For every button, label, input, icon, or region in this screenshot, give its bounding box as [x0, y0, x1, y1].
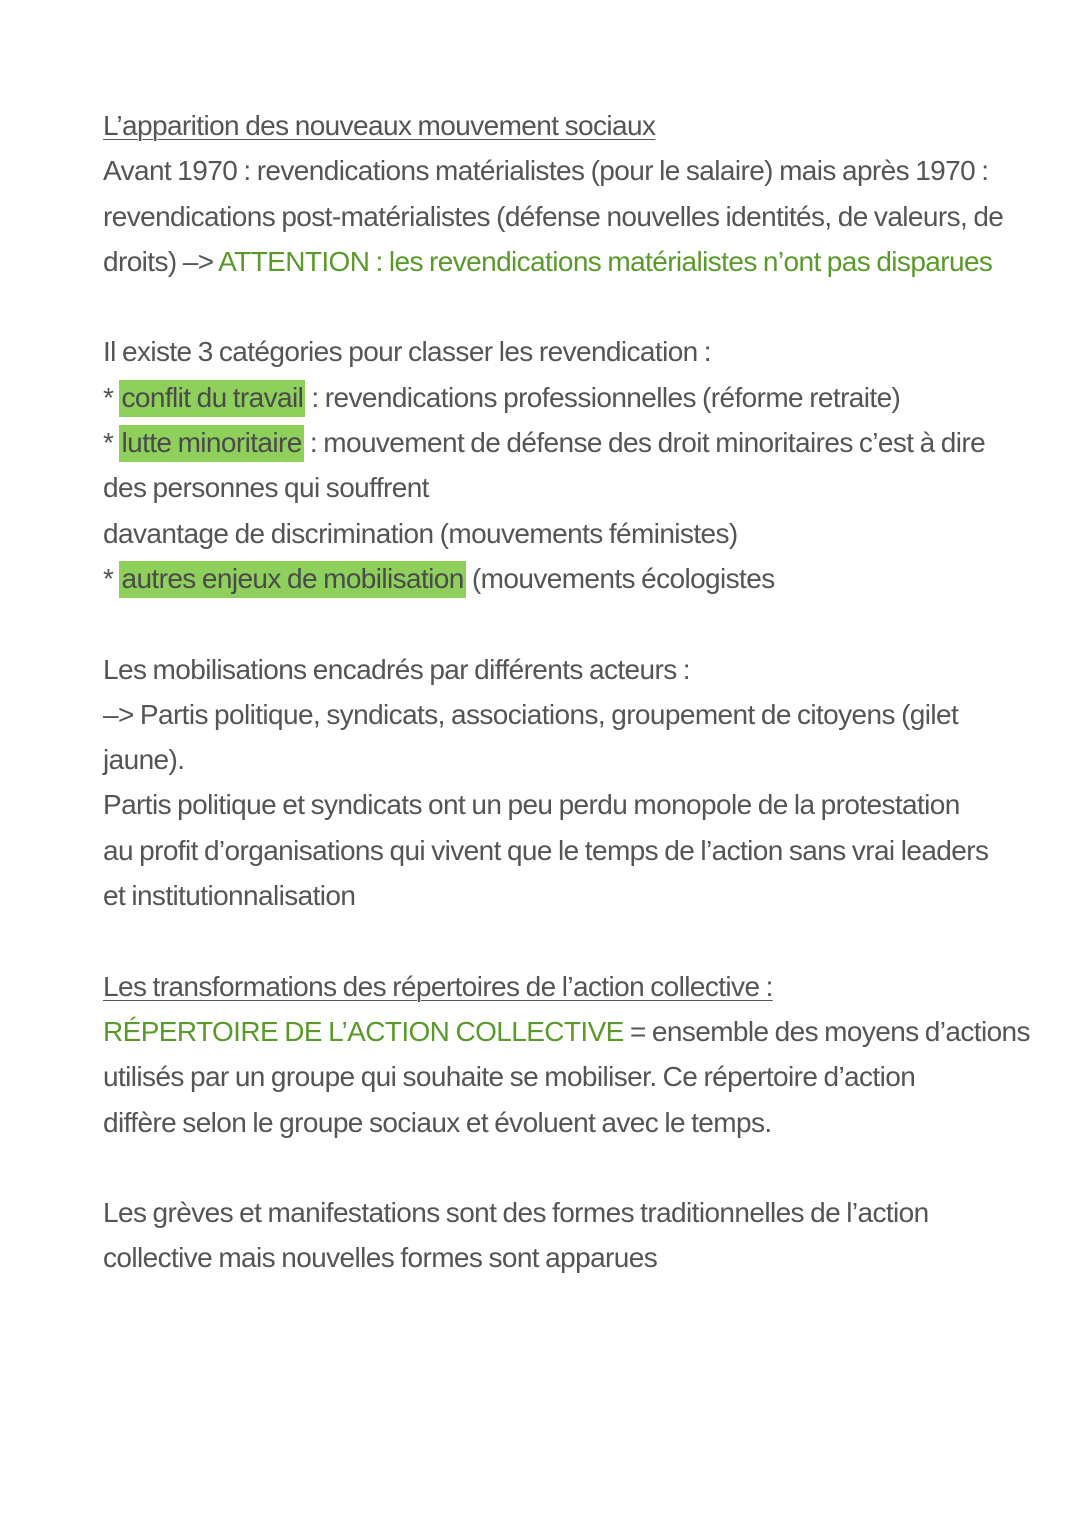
- paragraph-line: collective mais nouvelles formes sont apparues: [103, 1242, 658, 1274]
- section-title-nouveaux-mouvements: L’apparition des nouveaux mouvement sociaux: [103, 110, 656, 141]
- paragraph-line: utilisés par un groupe qui souhaite se mobiliser. Ce répertoire d’action: [103, 1061, 916, 1093]
- list-item-continuation: des personnes qui souffrent: [103, 472, 429, 504]
- paragraph-line: –> Partis politique, syndicats, associations, groupement de citoyens (gilet: [103, 698, 959, 730]
- paragraph-line: Les grèves et manifestations sont des formes traditionnelles de l’action: [103, 1197, 929, 1229]
- highlighted-term: conflit du travail: [119, 380, 305, 417]
- list-item-text: (mouvements écologistes: [465, 562, 775, 594]
- list-item-text: : revendications professionnelles (réforme retraite): [305, 381, 901, 413]
- paragraph-line: [103, 239, 1003, 284]
- list-item-text: : mouvement de défense des droit minoritaires c’est à dire: [303, 427, 986, 459]
- arrow-prefix: droits) –>: [103, 245, 219, 277]
- definition-text: = ensemble des moyens d’actions: [623, 1015, 1030, 1047]
- paragraph-line: au profit d’organisations qui vivent que le temps de l’action sans vrai leaders: [103, 834, 989, 866]
- list-item-autres-enjeux: [103, 556, 1003, 601]
- paragraph-line: Partis politique et syndicats ont un peu perdu monopole de la protestation: [103, 789, 960, 821]
- bullet-marker: *: [103, 562, 120, 594]
- bullet-marker: *: [103, 381, 120, 413]
- paragraph-line: et institutionnalisation: [103, 880, 356, 912]
- highlighted-term: lutte minoritaire: [119, 425, 303, 462]
- highlighted-term: autres enjeux de mobilisation: [119, 561, 465, 598]
- list-item-conflit-travail: [103, 375, 1003, 420]
- list-item-lutte-minoritaire: [103, 420, 1003, 465]
- bullet-marker: *: [103, 427, 120, 459]
- spacer: [103, 601, 1003, 646]
- definition-line: [103, 1009, 1030, 1054]
- paragraph-line: Les mobilisations encadrés par différents acteurs :: [103, 653, 690, 685]
- spacer: [103, 918, 1003, 963]
- definition-term: RÉPERTOIRE DE L’ACTION COLLECTIVE: [103, 1015, 624, 1047]
- paragraph-line: Avant 1970 : revendications matérialistes (pour le salaire) mais après 1970 :: [103, 155, 989, 187]
- list-item-continuation: davantage de discrimination (mouvements féministes): [103, 517, 738, 549]
- spacer: [103, 1145, 1003, 1190]
- document-page: [103, 103, 1030, 1281]
- paragraph-line: diffère selon le groupe sociaux et évoluent avec le temps.: [103, 1106, 772, 1138]
- paragraph-line: revendications post-matérialistes (défense nouvelles identités, de valeurs, de: [103, 200, 1004, 232]
- spacer: [103, 284, 1003, 329]
- attention-note: ATTENTION : les revendications matérialistes n’ont pas disparues: [218, 245, 993, 277]
- categories-intro: Il existe 3 catégories pour classer les revendication :: [103, 336, 711, 368]
- section-title-transformations: Les transformations des répertoires de l’action collective :: [103, 970, 773, 1002]
- paragraph-line: jaune).: [103, 744, 185, 776]
